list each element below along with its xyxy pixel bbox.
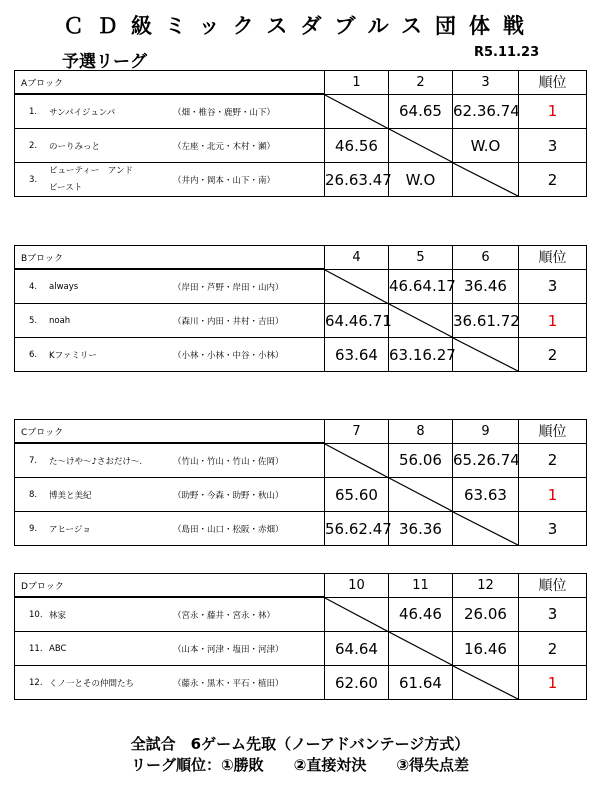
diagonal-line: [325, 444, 388, 478]
match-score: 63.16.27: [389, 338, 453, 372]
match-score: 63.64: [325, 338, 389, 372]
team-rank: 3: [519, 512, 587, 546]
column-number: 8: [389, 420, 453, 444]
team-number: 4.: [29, 281, 38, 292]
diagonal-line: [453, 666, 518, 699]
team-number: 12.: [29, 677, 43, 688]
self-match-cell: [389, 129, 453, 163]
team-rank: 3: [519, 129, 587, 163]
match-score: 65.26.74: [453, 443, 519, 478]
self-match-cell: [453, 163, 519, 197]
team-number: 6.: [29, 349, 38, 360]
team-name: noah: [49, 315, 71, 326]
match-score: 46.46: [389, 597, 453, 632]
match-score: 36.36: [389, 512, 453, 546]
team-rank: 2: [519, 632, 587, 666]
team-row: [15, 304, 587, 338]
team-name: 博美と美紀: [49, 490, 92, 501]
match-score: 26.63.47: [325, 163, 389, 197]
team-number: 11.: [29, 643, 43, 654]
team-number: 1.: [29, 106, 38, 117]
match-score: 65.60: [325, 478, 389, 512]
team-row: [15, 512, 587, 546]
team-cell: [15, 597, 325, 632]
team-members: （左座・北元・木村・瀬）: [173, 141, 276, 152]
team-members: （畑・椎谷・鹿野・山下）: [173, 107, 276, 118]
team-row: [15, 597, 587, 632]
self-match-cell: [325, 597, 389, 632]
match-score: 36.46: [453, 269, 519, 304]
column-number: 4: [325, 246, 389, 270]
team-name: サンパイジュンパ: [49, 107, 116, 118]
team-row: [15, 94, 587, 129]
team-name: くノ一とその仲間たち: [49, 678, 135, 689]
rank-header: 順位: [519, 246, 587, 270]
match-score: 62.60: [325, 666, 389, 700]
match-score: 56.62.47: [325, 512, 389, 546]
rank-header: 順位: [519, 574, 587, 598]
subtitle: 予選リーグ: [62, 52, 147, 72]
team-row: [15, 443, 587, 478]
footer-rules: 全試合 6ゲーム先取（ノーアドバンテージ方式）: [130, 735, 470, 753]
match-score: 26.06: [453, 597, 519, 632]
rank-header: 順位: [519, 420, 587, 444]
self-match-cell: [389, 632, 453, 666]
match-score: 63.63: [453, 478, 519, 512]
match-score: 64.65: [389, 94, 453, 129]
team-members: （岸田・芦野・岸田・山内）: [173, 282, 284, 293]
diagonal-line: [325, 95, 388, 129]
team-number: 2.: [29, 140, 38, 151]
team-number: 9.: [29, 523, 38, 534]
diagonal-line: [453, 512, 518, 545]
diagonal-line: [325, 270, 388, 304]
self-match-cell: [325, 443, 389, 478]
diagonal-line: [453, 338, 518, 371]
team-number: 7.: [29, 455, 38, 466]
team-rank: 1: [519, 478, 587, 512]
column-number: 2: [389, 71, 453, 95]
team-rank: 1: [519, 666, 587, 700]
team-name: ABC: [49, 643, 67, 654]
diagonal-line: [389, 129, 452, 162]
self-match-cell: [325, 94, 389, 129]
team-name: アヒージョ: [49, 524, 91, 535]
team-rank: 1: [519, 94, 587, 129]
column-number: 9: [453, 420, 519, 444]
team-rank: 3: [519, 597, 587, 632]
team-rank: 3: [519, 269, 587, 304]
column-number: 10: [325, 574, 389, 598]
team-cell: [15, 129, 325, 163]
team-rank: 2: [519, 163, 587, 197]
match-score: 46.56: [325, 129, 389, 163]
team-name: のーりみっと: [49, 141, 101, 152]
team-row: [15, 632, 587, 666]
match-score: 61.64: [389, 666, 453, 700]
column-number: 3: [453, 71, 519, 95]
footer-ranking: リーグ順位：①勝敗 ②直接対決 ③得失点差: [130, 756, 470, 774]
self-match-cell: [325, 269, 389, 304]
team-members: （山本・河津・塩田・河津）: [173, 644, 284, 655]
column-number: 7: [325, 420, 389, 444]
column-number: 12: [453, 574, 519, 598]
self-match-cell: [389, 304, 453, 338]
team-cell: [15, 632, 325, 666]
diagonal-line: [325, 598, 388, 632]
team-name: always: [49, 281, 79, 292]
team-cell: [15, 666, 325, 700]
team-rank: 2: [519, 443, 587, 478]
block-name: Bブロック: [15, 246, 325, 270]
team-cell: [15, 338, 325, 372]
team-members: （助野・今森・助野・秋山）: [173, 490, 284, 501]
team-name: た～けや～♪さおだけ～.: [49, 456, 143, 467]
team-cell: [15, 443, 325, 478]
team-cell: [15, 94, 325, 129]
diagonal-line: [389, 632, 452, 665]
team-row: [15, 269, 587, 304]
team-row: [15, 163, 587, 197]
team-name: ビューティー アンド ビースト: [49, 165, 133, 193]
team-cell: [15, 478, 325, 512]
team-rank: 2: [519, 338, 587, 372]
team-number: 10.: [29, 609, 43, 620]
block-name: Aブロック: [15, 71, 325, 95]
block-table: [14, 245, 587, 372]
team-number: 3.: [29, 174, 38, 185]
self-match-cell: [389, 478, 453, 512]
column-number: 6: [453, 246, 519, 270]
team-row: [15, 666, 587, 700]
rank-header: 順位: [519, 71, 587, 95]
team-members: （宮永・藤井・宮永・林）: [173, 610, 276, 621]
column-number: 11: [389, 574, 453, 598]
team-number: 8.: [29, 489, 38, 500]
match-score: 64.64: [325, 632, 389, 666]
match-score: 16.46: [453, 632, 519, 666]
diagonal-line: [453, 163, 518, 196]
block-name: Dブロック: [15, 574, 325, 598]
block-name: Cブロック: [15, 420, 325, 444]
self-match-cell: [453, 512, 519, 546]
team-number: 5.: [29, 315, 38, 326]
team-name: Kファミリー: [49, 350, 97, 361]
block-table: [14, 419, 587, 546]
team-members: （竹山・竹山・竹山・佐岡）: [173, 456, 284, 467]
team-cell: [15, 512, 325, 546]
team-name: 林家: [49, 610, 67, 621]
match-score: 62.36.74: [453, 94, 519, 129]
team-cell: [15, 304, 325, 338]
team-cell: [15, 269, 325, 304]
team-row: [15, 478, 587, 512]
match-score: 36.61.72: [453, 304, 519, 338]
team-cell: [15, 163, 325, 197]
self-match-cell: [453, 666, 519, 700]
column-number: 5: [389, 246, 453, 270]
team-members: （森川・内田・井村・吉田）: [173, 316, 284, 327]
match-score: 46.64.17: [389, 269, 453, 304]
diagonal-line: [389, 478, 452, 511]
page-title: ＣＤ級ミックスダブルス団体戦: [63, 14, 537, 38]
match-score: W.O: [389, 163, 453, 197]
self-match-cell: [453, 338, 519, 372]
team-row: [15, 338, 587, 372]
match-score: 64.46.71: [325, 304, 389, 338]
diagonal-line: [389, 304, 452, 337]
team-rank: 1: [519, 304, 587, 338]
team-members: （島田・山口・松阪・赤畑）: [173, 524, 284, 535]
block-table: [14, 70, 587, 197]
date-label: R5.11.23: [474, 45, 540, 60]
match-score: W.O: [453, 129, 519, 163]
team-members: （小林・小林・中谷・小林）: [173, 350, 284, 361]
team-members: （井内・岡本・山下・南）: [173, 175, 276, 186]
block-table: [14, 573, 587, 700]
column-number: 1: [325, 71, 389, 95]
team-members: （藤永・黒木・平石・植田）: [173, 678, 284, 689]
team-row: [15, 129, 587, 163]
match-score: 56.06: [389, 443, 453, 478]
